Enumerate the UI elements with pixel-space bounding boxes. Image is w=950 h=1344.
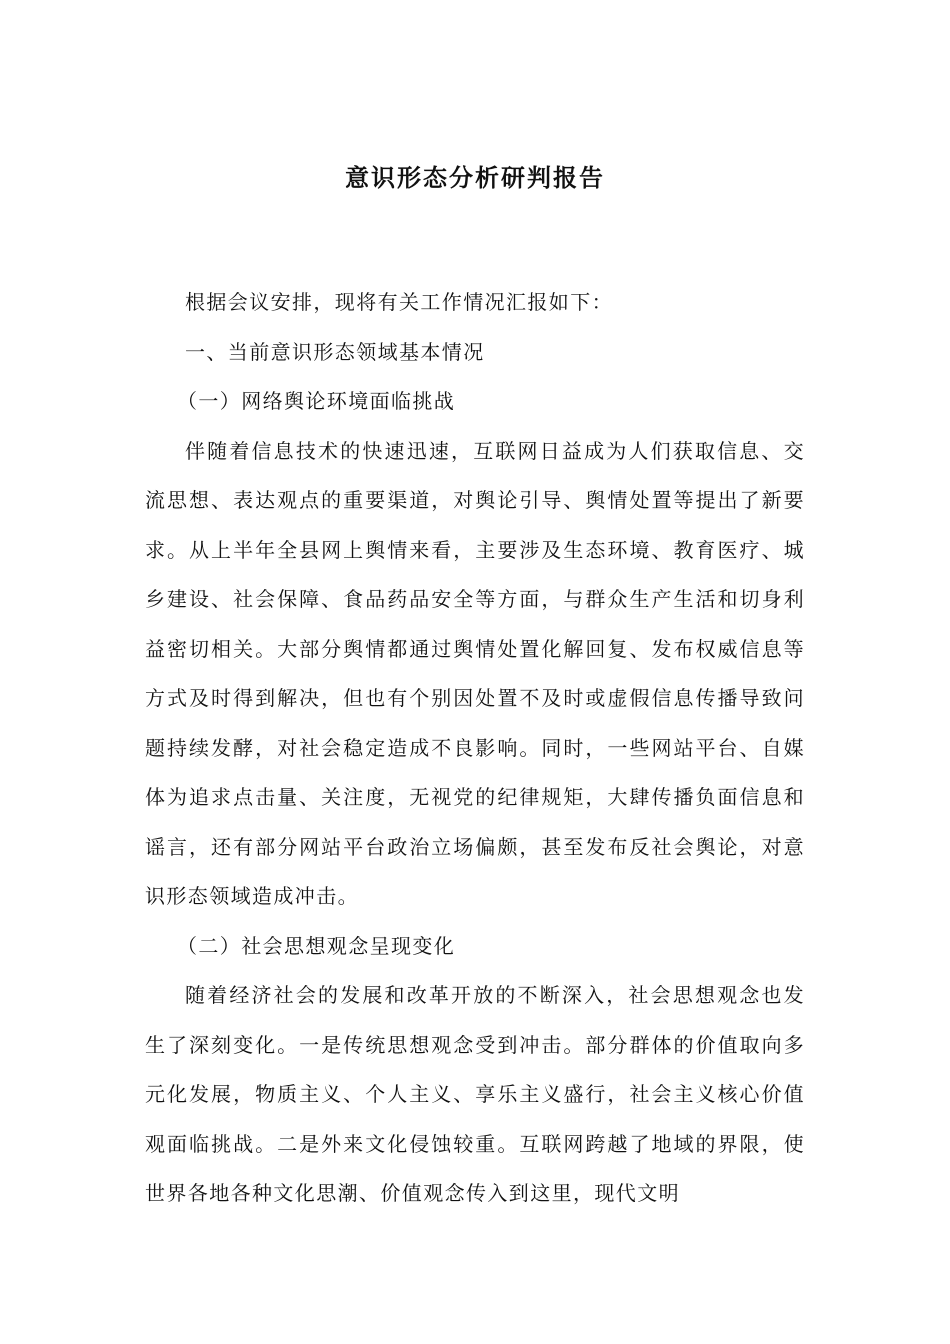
- body-paragraph-1: 伴随着信息技术的快速迅速，互联网日益成为人们获取信息、交流思想、表达观点的重要渠道，对舆论引导、舆情处置等提出了新要求。从上半年全县网上舆情来看，主要涉及生态环境、教育医疗、城乡建设、社会保障、食品药品安全等方面，与群众生产生活和切身利益密切相关。大部分舆情都通过舆情处置化解回复、发布权威信息等方式及时得到解决，但也有个别因处置不及时或虚假信息传播导致问题持续发酵，对社会稳定造成不良影响。同时，一些网站平台、自媒体为追求点击量、关注度，无视党的纪律规矩，大肆传播负面信息和谣言，还有部分网站平台政治立场偏颇，甚至发布反社会舆论，对意识形态领域造成冲击。: [145, 438, 805, 908]
- subsection-heading-2: （二）社会思想观念呈现变化: [177, 933, 456, 958]
- document-body: [145, 278, 805, 1219]
- document-title: 意识形态分析研判报告: [345, 163, 605, 192]
- body-paragraph-2: 随着经济社会的发展和改革开放的不断深入，社会思想观念也发生了深刻变化。一是传统思想观念受到冲击。部分群体的价值取向多元化发展，物质主义、个人主义、享乐主义盛行，社会主义核心价值观面临挑战。二是外来文化侵蚀较重。互联网跨越了地域的界限，使世界各地各种文化思潮、价值观念传入到这里，现代文明: [145, 983, 805, 1205]
- section-heading-1: 一、当前意识形态领域基本情况: [185, 339, 485, 364]
- subsection-heading-1: （一）网络舆论环境面临挑战: [177, 389, 456, 413]
- intro-paragraph: 根据会议安排，现将有关工作情况汇报如下：: [185, 290, 613, 314]
